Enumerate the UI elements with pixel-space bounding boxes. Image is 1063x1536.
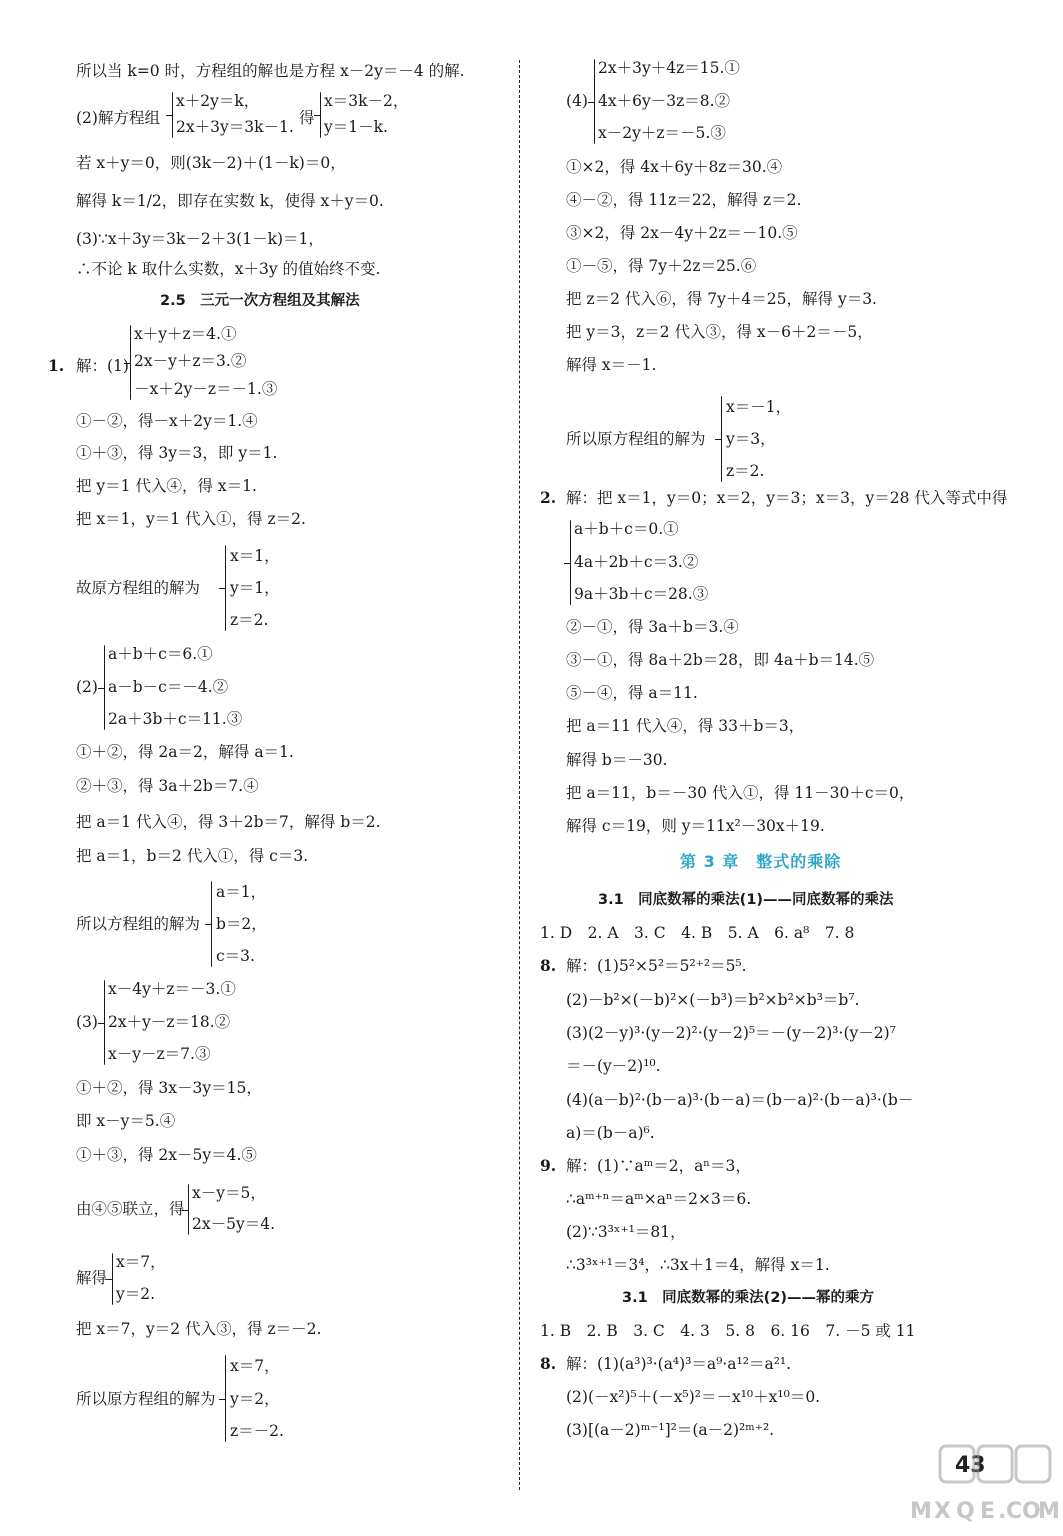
right-text-line: 解得 b＝－30.: [566, 751, 668, 769]
left-text-line: 2x－5y＝4.: [192, 1215, 276, 1233]
page-number: 43: [955, 1453, 986, 1478]
left-text-line: ①＋③，得 3y＝3，即 y＝1.: [76, 444, 278, 462]
svg-text:E: E: [980, 1499, 996, 1524]
left-text-line: 1.: [48, 356, 65, 375]
right-text-line: 第 3 章 整式的乘除: [680, 852, 842, 871]
left-text-line: a＝1，: [216, 883, 267, 901]
brace: [225, 545, 226, 631]
left-text-line: a＋b＋c＝6.①: [108, 645, 213, 663]
right-text-line: ∴3³ˣ⁺¹＝3⁴，∴3x＋1＝4，解得 x＝1.: [566, 1256, 830, 1274]
brace: [594, 59, 595, 144]
right-text-line: 4a＋2b＋c＝3.②: [574, 553, 699, 571]
right-text-line: 把 y＝3，z＝2 代入③，得 x－6＋2＝－5，: [566, 323, 873, 341]
svg-text:Q: Q: [956, 1499, 975, 1524]
right-text-line: 解：(1)(a³)³·(a⁴)³＝a⁹·a¹²＝a²¹.: [566, 1355, 792, 1373]
brace: [188, 1184, 189, 1235]
left-text-line: 即 x－y＝5.④: [76, 1112, 176, 1130]
right-text-line: (3)(2－y)³·(y－2)²·(y－2)⁵＝－(y－2)³·(y－2)⁷: [566, 1024, 896, 1042]
right-text-line: 1. D 2. A 3. C 4. B 5. A 6. a⁸ 7. 8: [540, 924, 855, 942]
left-text-line: 把 a＝1 代入④，得 3＋2b＝7，解得 b＝2.: [76, 813, 381, 831]
left-text-line: x＝3k－2，: [324, 92, 409, 110]
left-text-line: 2x＋y－z＝18.②: [108, 1013, 231, 1031]
left-text-line: －x＋2y－z＝－1.③: [134, 380, 278, 398]
left-text-line: 所以方程组的解为: [76, 915, 201, 933]
left-text-line: z＝2.: [230, 611, 269, 629]
brace: [130, 325, 131, 400]
right-text-line: 3.1 同底数幂的乘法(1)——同底数幂的乘法: [598, 892, 894, 908]
left-text-line: 解得: [76, 1269, 108, 1287]
right-text-line: 解：把 x＝1，y＝0；x＝2，y＝3；x＝3，y＝28 代入等式中得: [566, 489, 1008, 507]
right-text-line: 解得 c＝19，则 y＝11x²－30x＋19.: [566, 817, 825, 835]
right-text-line: 2x＋3y＋4z＝15.①: [598, 59, 740, 77]
left-text-line: 把 y＝1 代入④，得 x＝1.: [76, 477, 257, 495]
right-text-line: ＝－(y－2)¹⁰.: [566, 1057, 661, 1075]
brace: [570, 520, 571, 605]
right-text-line: 把 a＝11，b＝－30 代入①，得 11－30＋c＝0，: [566, 784, 915, 802]
left-text-line: 2x＋3y＝3k－1.: [176, 118, 294, 136]
right-text-line: x－2y＋z＝－5.③: [598, 124, 726, 142]
left-text-line: 故原方程组的解为: [76, 579, 201, 597]
left-text-line: ∴不论 k 取什么实数，x＋3y 的值始终不变.: [76, 260, 381, 278]
left-text-line: 由④⑤联立，得: [76, 1200, 185, 1218]
left-text-line: a－b－c＝－4.②: [108, 678, 229, 696]
left-text-line: 2a＋3b＋c＝11.③: [108, 710, 243, 728]
left-text-line: z＝－2.: [230, 1422, 284, 1440]
right-text-line: 9.: [540, 1156, 557, 1175]
right-text-line: 8.: [540, 1354, 557, 1373]
left-text-line: 把 x＝1，y＝1 代入①，得 z＝2.: [76, 510, 306, 528]
left-text-line: b＝2，: [216, 915, 267, 933]
left-text-line: 2x－y＋z＝3.②: [134, 352, 247, 370]
right-text-line: (4)(a－b)²·(b－a)³·(b－a)＝(b－a)²·(b－a)³·(b－: [566, 1091, 914, 1109]
brace: [721, 396, 722, 482]
right-text-line: (2)(－x²)⁵＋(－x⁵)²＝－x¹⁰＋x¹⁰＝0.: [566, 1388, 821, 1406]
left-text-line: x＋y＋z＝4.①: [134, 325, 237, 343]
right-text-line: 所以原方程组的解为: [566, 430, 706, 448]
left-text-line: (2)解方程组: [76, 109, 160, 127]
right-text-line: x＝－1，: [726, 398, 792, 416]
right-text-line: ③－①，得 8a＋2b＝28，即 4a＋b＝14.⑤: [566, 651, 875, 669]
left-text-line: 解：(1): [76, 357, 129, 375]
left-text-line: 解得 k＝1/2，即存在实数 k，使得 x＋y＝0.: [76, 192, 384, 210]
left-text-line: y＝1－k.: [324, 118, 388, 136]
left-text-line: x＋2y＝k，: [176, 92, 260, 110]
svg-text:M: M: [1038, 1499, 1060, 1524]
left-text-line: ②＋③，得 3a＋2b＝7.④: [76, 777, 259, 795]
left-text-line: (3): [76, 1013, 98, 1031]
svg-text:O: O: [1022, 1499, 1041, 1524]
right-text-line: a＋b＋c＝0.①: [574, 520, 679, 538]
brace: [172, 92, 173, 138]
brace: [225, 1355, 226, 1442]
right-text-line: (3)[(a－2)ᵐ⁻¹]²＝(a－2)²ᵐ⁺².: [566, 1421, 775, 1439]
left-text-line: (3)∵x＋3y＝3k－2＋3(1－k)＝1，: [76, 230, 324, 248]
left-text-line: y＝1，: [230, 579, 280, 597]
left-text-line: y＝2，: [230, 1390, 280, 1408]
right-text-line: 解：(1)∵aᵐ＝2，aⁿ＝3，: [566, 1157, 751, 1175]
left-text-line: ①＋②，得 3x－3y＝15，: [76, 1079, 262, 1097]
left-text-line: x－y＝5，: [192, 1184, 266, 1202]
right-text-line: 3.1 同底数幂的乘法(2)——幂的乘方: [622, 1290, 875, 1306]
right-text-line: z＝2.: [726, 462, 765, 480]
left-text-line: x－y－z＝7.③: [108, 1045, 211, 1063]
right-text-line: ⑤－④，得 a＝11.: [566, 684, 698, 702]
right-text-line: 9a＋3b＋c＝28.③: [574, 585, 709, 603]
left-text-line: 把 x＝7，y＝2 代入③，得 z＝－2.: [76, 1320, 322, 1338]
svg-text:M: M: [910, 1499, 932, 1524]
right-text-line: ②－①，得 3a＋b＝3.④: [566, 618, 739, 636]
right-text-line: 解：(1)5²×5²＝5²⁺²＝5⁵.: [566, 957, 747, 975]
left-text-line: x＝1，: [230, 547, 280, 565]
left-text-line: (2): [76, 678, 98, 696]
left-text-line: 所以原方程组的解为: [76, 1390, 216, 1408]
svg-text:.: .: [998, 1499, 1007, 1524]
right-text-line: 1. B 2. B 3. C 4. 3 5. 8 6. 16 7. －5 或 11: [540, 1322, 916, 1340]
left-text-line: x－4y＋z＝－3.①: [108, 980, 236, 998]
right-text-line: ③×2，得 2x－4y＋2z＝－10.⑤: [566, 224, 798, 242]
left-text-line: 所以当 k=0 时，方程组的解也是方程 x－2y＝－4 的解.: [76, 62, 465, 80]
left-text-line: ①－②，得－x＋2y＝1.④: [76, 412, 258, 430]
watermark-logo: [880, 1440, 1060, 1530]
left-text-line: x＝7，: [230, 1357, 280, 1375]
svg-text:X: X: [934, 1499, 951, 1524]
brace: [211, 881, 212, 967]
left-text-line: 得: [299, 109, 315, 127]
right-text-line: ∴aᵐ⁺ⁿ＝aᵐ×aⁿ＝2×3＝6.: [566, 1190, 752, 1208]
brace: [104, 645, 105, 730]
right-text-line: (4): [566, 92, 588, 110]
right-text-line: a)＝(b－a)⁶.: [566, 1124, 655, 1142]
right-text-line: 把 z＝2 代入⑥，得 7y＋4＝25，解得 y＝3.: [566, 290, 877, 308]
left-text-line: ①＋③，得 2x－5y＝4.⑤: [76, 1146, 257, 1164]
right-text-line: ④－②，得 11z＝22，解得 z＝2.: [566, 191, 802, 209]
right-text-line: 8.: [540, 956, 557, 975]
right-text-line: ①－⑤，得 7y＋2z＝25.⑥: [566, 257, 757, 275]
left-text-line: x＝7，: [116, 1253, 166, 1271]
column-divider: [519, 60, 520, 1490]
left-text-line: 若 x＋y＝0，则(3k－2)＋(1－k)＝0，: [76, 154, 346, 172]
right-text-line: 4x＋6y－3z＝8.②: [598, 92, 731, 110]
left-text-line: 把 a＝1，b＝2 代入①，得 c＝3.: [76, 847, 309, 865]
svg-text:C: C: [1006, 1499, 1023, 1524]
left-text-line: c＝3.: [216, 947, 255, 965]
right-text-line: ①×2，得 4x＋6y＋8z＝30.④: [566, 158, 783, 176]
brace: [320, 92, 321, 138]
left-text-line: 2.5 三元一次方程组及其解法: [160, 293, 360, 309]
right-text-line: (2)－b²×(－b)²×(－b³)＝b²×b²×b³＝b⁷.: [566, 991, 860, 1009]
brace: [112, 1253, 113, 1305]
brace: [104, 980, 105, 1065]
left-text-line: y＝2.: [116, 1285, 156, 1303]
right-text-line: (2)∵3³ˣ⁺¹＝81，: [566, 1223, 686, 1241]
left-text-line: ①＋②，得 2a＝2，解得 a＝1.: [76, 743, 294, 761]
right-text-line: y＝3，: [726, 430, 776, 448]
right-text-line: 解得 x＝－1.: [566, 356, 657, 374]
right-text-line: 2.: [540, 488, 557, 507]
right-text-line: 把 a＝11 代入④，得 33＋b＝3，: [566, 717, 805, 735]
